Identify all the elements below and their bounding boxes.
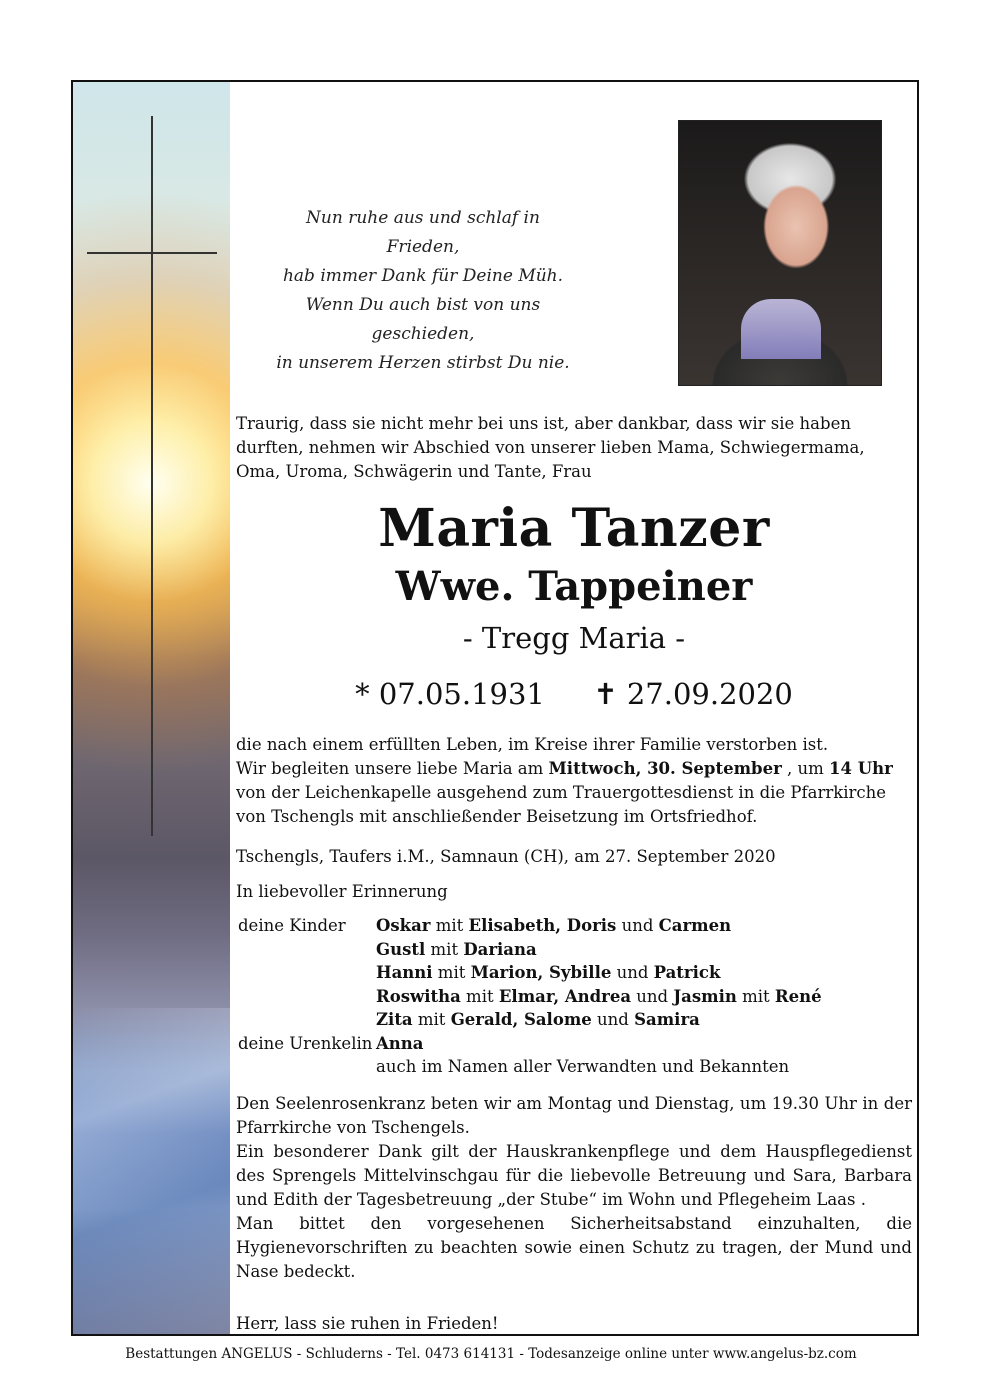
memory-heading: In liebevoller Erinnerung [236,882,448,901]
greatgrand-label: deine Urenkelin [238,1033,373,1053]
poem-line: Nun ruhe aus und schlaf in Frieden, [306,208,540,257]
body1-paragraph: Wir begleiten unsere liebe Maria am Mittwoch, 30. September , um 14 Uhr von der Leichenkapelle ausgehend zum Trauergottesdienst in die Pfarrkirche von Tschengls mit anschließender Beisetzung im Ortsfriedhof. [236,759,893,826]
funeral-time: 14 Uhr [829,759,893,778]
sunset-mountain-image [73,82,230,1334]
additional-notes [236,1092,912,1284]
portrait-photo [678,120,882,386]
safety-note: Man bittet den vorgesehenen Sicherheitsabstand einzuhalten, die Hygienevorschriften zu beachten sowie einen Schutz zu tragen, der Mund und Nase bedeckt. [236,1214,912,1281]
list-item: Roswitha mit Elmar, Andrea und Jasmin mit René [376,986,822,1006]
portrait-collar [741,299,821,359]
cross-icon [151,116,153,836]
list-item: Gustl mit Dariana [376,939,537,959]
deceased-name: Maria Tanzer [378,498,770,559]
nickname: - Tregg Maria - [462,621,686,655]
place-date: Tschengls, Taufers i.M., Samnaun (CH), am 27. September 2020 [236,847,776,866]
list-item: deine Urenkelin Anna [236,1032,912,1056]
list-item: Zita mit Gerald, Salome und Samira [376,1010,700,1029]
death-cross-icon: ✝ [593,677,618,711]
list-item: auch im Namen aller Verwandten und Bekannten [376,1057,790,1076]
life-dates [236,674,912,714]
funeral-details [236,733,912,829]
thanks-note: Ein besonderer Dank gilt der Hauskrankenpflege und dem Hauspflegedienst des Sprengels Mittelvinschgau für die liebevolle Betreuung und Sara, Barbara und Edith der Tagesbetreuung „der Stube“ im Wohn und Pflegeheim Laas . [236,1142,912,1209]
funeral-day: Mittwoch, 30. September [548,759,782,778]
family-list [236,914,912,1079]
birth-star-icon: * [355,677,370,711]
body1-line1: die nach einem erfüllten Leben, im Kreise ihrer Familie verstorben ist. [236,735,829,754]
footer: Bestattungen ANGELUS - Schluderns - Tel. 0473 614131 - Todesanzeige online unter www.angelus-bz.com [125,1346,857,1362]
poem [273,204,573,378]
list-item: Hanni mit Marion, Sybille und Patrick [376,963,721,982]
list-item: deine Kinder Oskar mit Elisabeth, Doris und Carmen [236,914,912,938]
married-name: Wwe. Tappeiner [395,563,753,610]
poem-line: in unserem Herzen stirbst Du nie. [276,353,570,373]
poem-line: hab immer Dank für Deine Müh. [282,266,564,286]
children-label: deine Kinder [238,916,346,935]
rosary-note: Den Seelenrosenkranz beten wir am Montag und Dienstag, um 19.30 Uhr in der Pfarrkirche von Tschengels. [236,1094,912,1137]
cross-bar [87,252,217,254]
birth-date: 07.05.1931 [378,677,545,711]
obituary-frame [71,80,919,1336]
closing-line: Herr, lass sie ruhen in Frieden! [236,1314,499,1333]
poem-line: Wenn Du auch bist von uns geschieden, [305,295,541,344]
death-date: 27.09.2020 [626,677,793,711]
intro-text: Traurig, dass sie nicht mehr bei uns ist, aber dankbar, dass wir sie haben durften, nehmen wir Abschied von unserer lieben Mama, Schwiegermama, Oma, Uroma, Schwägerin und Tante, Frau [236,414,865,481]
